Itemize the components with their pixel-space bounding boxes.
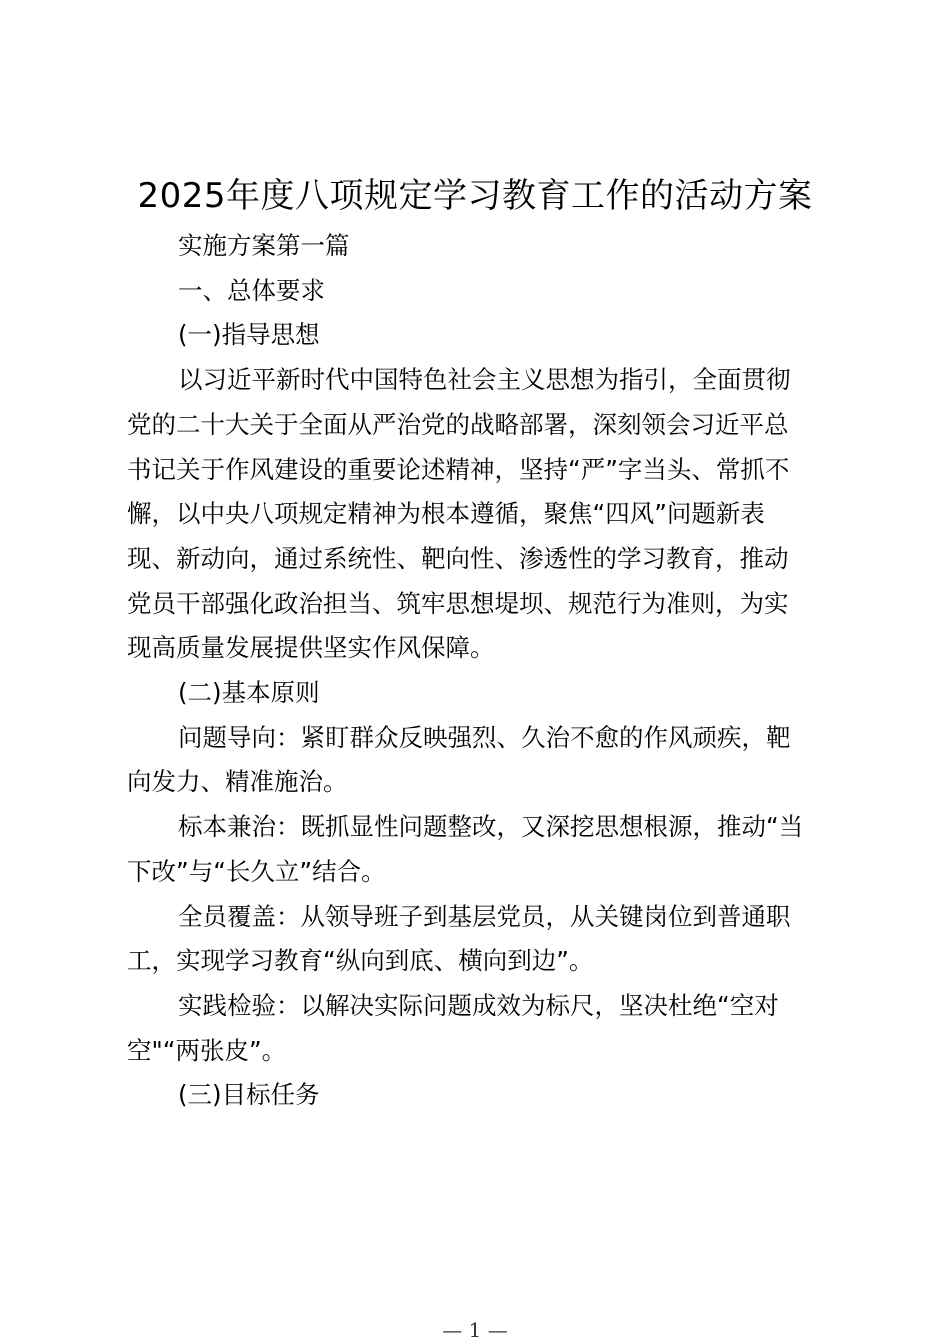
paragraph-line: 标本兼治：既抓显性问题整改，又深挖思想根源，推动“当 <box>178 812 804 842</box>
heading-plan-part-one: 实施方案第一篇 <box>178 231 350 260</box>
heading-guiding-ideology: (一)指导思想 <box>178 320 320 350</box>
paragraph-line: 现、新动向，通过系统性、靶向性、渗透性的学习教育，推动 <box>127 543 789 573</box>
document-body <box>127 224 837 1118</box>
paragraph-line: 书记关于作风建设的重要论述精神，坚持“严”字当头、常抓不 <box>127 454 790 484</box>
paragraph-line: 空"“两张皮”。 <box>127 1035 287 1065</box>
paragraph-line: 下改”与“长久立”结合。 <box>127 856 386 886</box>
document-title: 2025年度八项规定学习教育工作的活动方案 <box>137 176 813 216</box>
paragraph-line: 党员干部强化政治担当、筑牢思想堤坝、规范行为准则，为实 <box>127 588 789 618</box>
paragraph-line: 懈，以中央八项规定精神为根本遵循，聚焦“四风”问题新表 <box>127 499 765 529</box>
paragraph-line: 向发力、精准施治。 <box>127 767 348 797</box>
heading-general-requirements: 一、总体要求 <box>178 275 325 305</box>
heading-basic-principles: (二)基本原则 <box>178 678 320 708</box>
paragraph-line: 工，实现学习教育“纵向到底、横向到边”。 <box>127 946 594 976</box>
paragraph-line: 问题导向：紧盯群众反映强烈、久治不愈的作风顽疾，靶 <box>178 722 791 752</box>
paragraph-line: 现高质量发展提供坚实作风保障。 <box>127 633 495 663</box>
page-number: — 1 — <box>442 1318 508 1342</box>
paragraph-line: 党的二十大关于全面从严治党的战略部署，深刻领会习近平总 <box>127 409 789 439</box>
paragraph-line: 全员覆盖：从领导班子到基层党员，从关键岗位到普通职 <box>178 901 791 931</box>
paragraph-line: 实践检验：以解决实际问题成效为标尺，坚决杜绝“空对 <box>178 990 779 1020</box>
paragraph-line: 以习近平新时代中国特色社会主义思想为指引，全面贯彻 <box>178 365 791 395</box>
heading-goals-tasks: (三)目标任务 <box>178 1080 320 1110</box>
